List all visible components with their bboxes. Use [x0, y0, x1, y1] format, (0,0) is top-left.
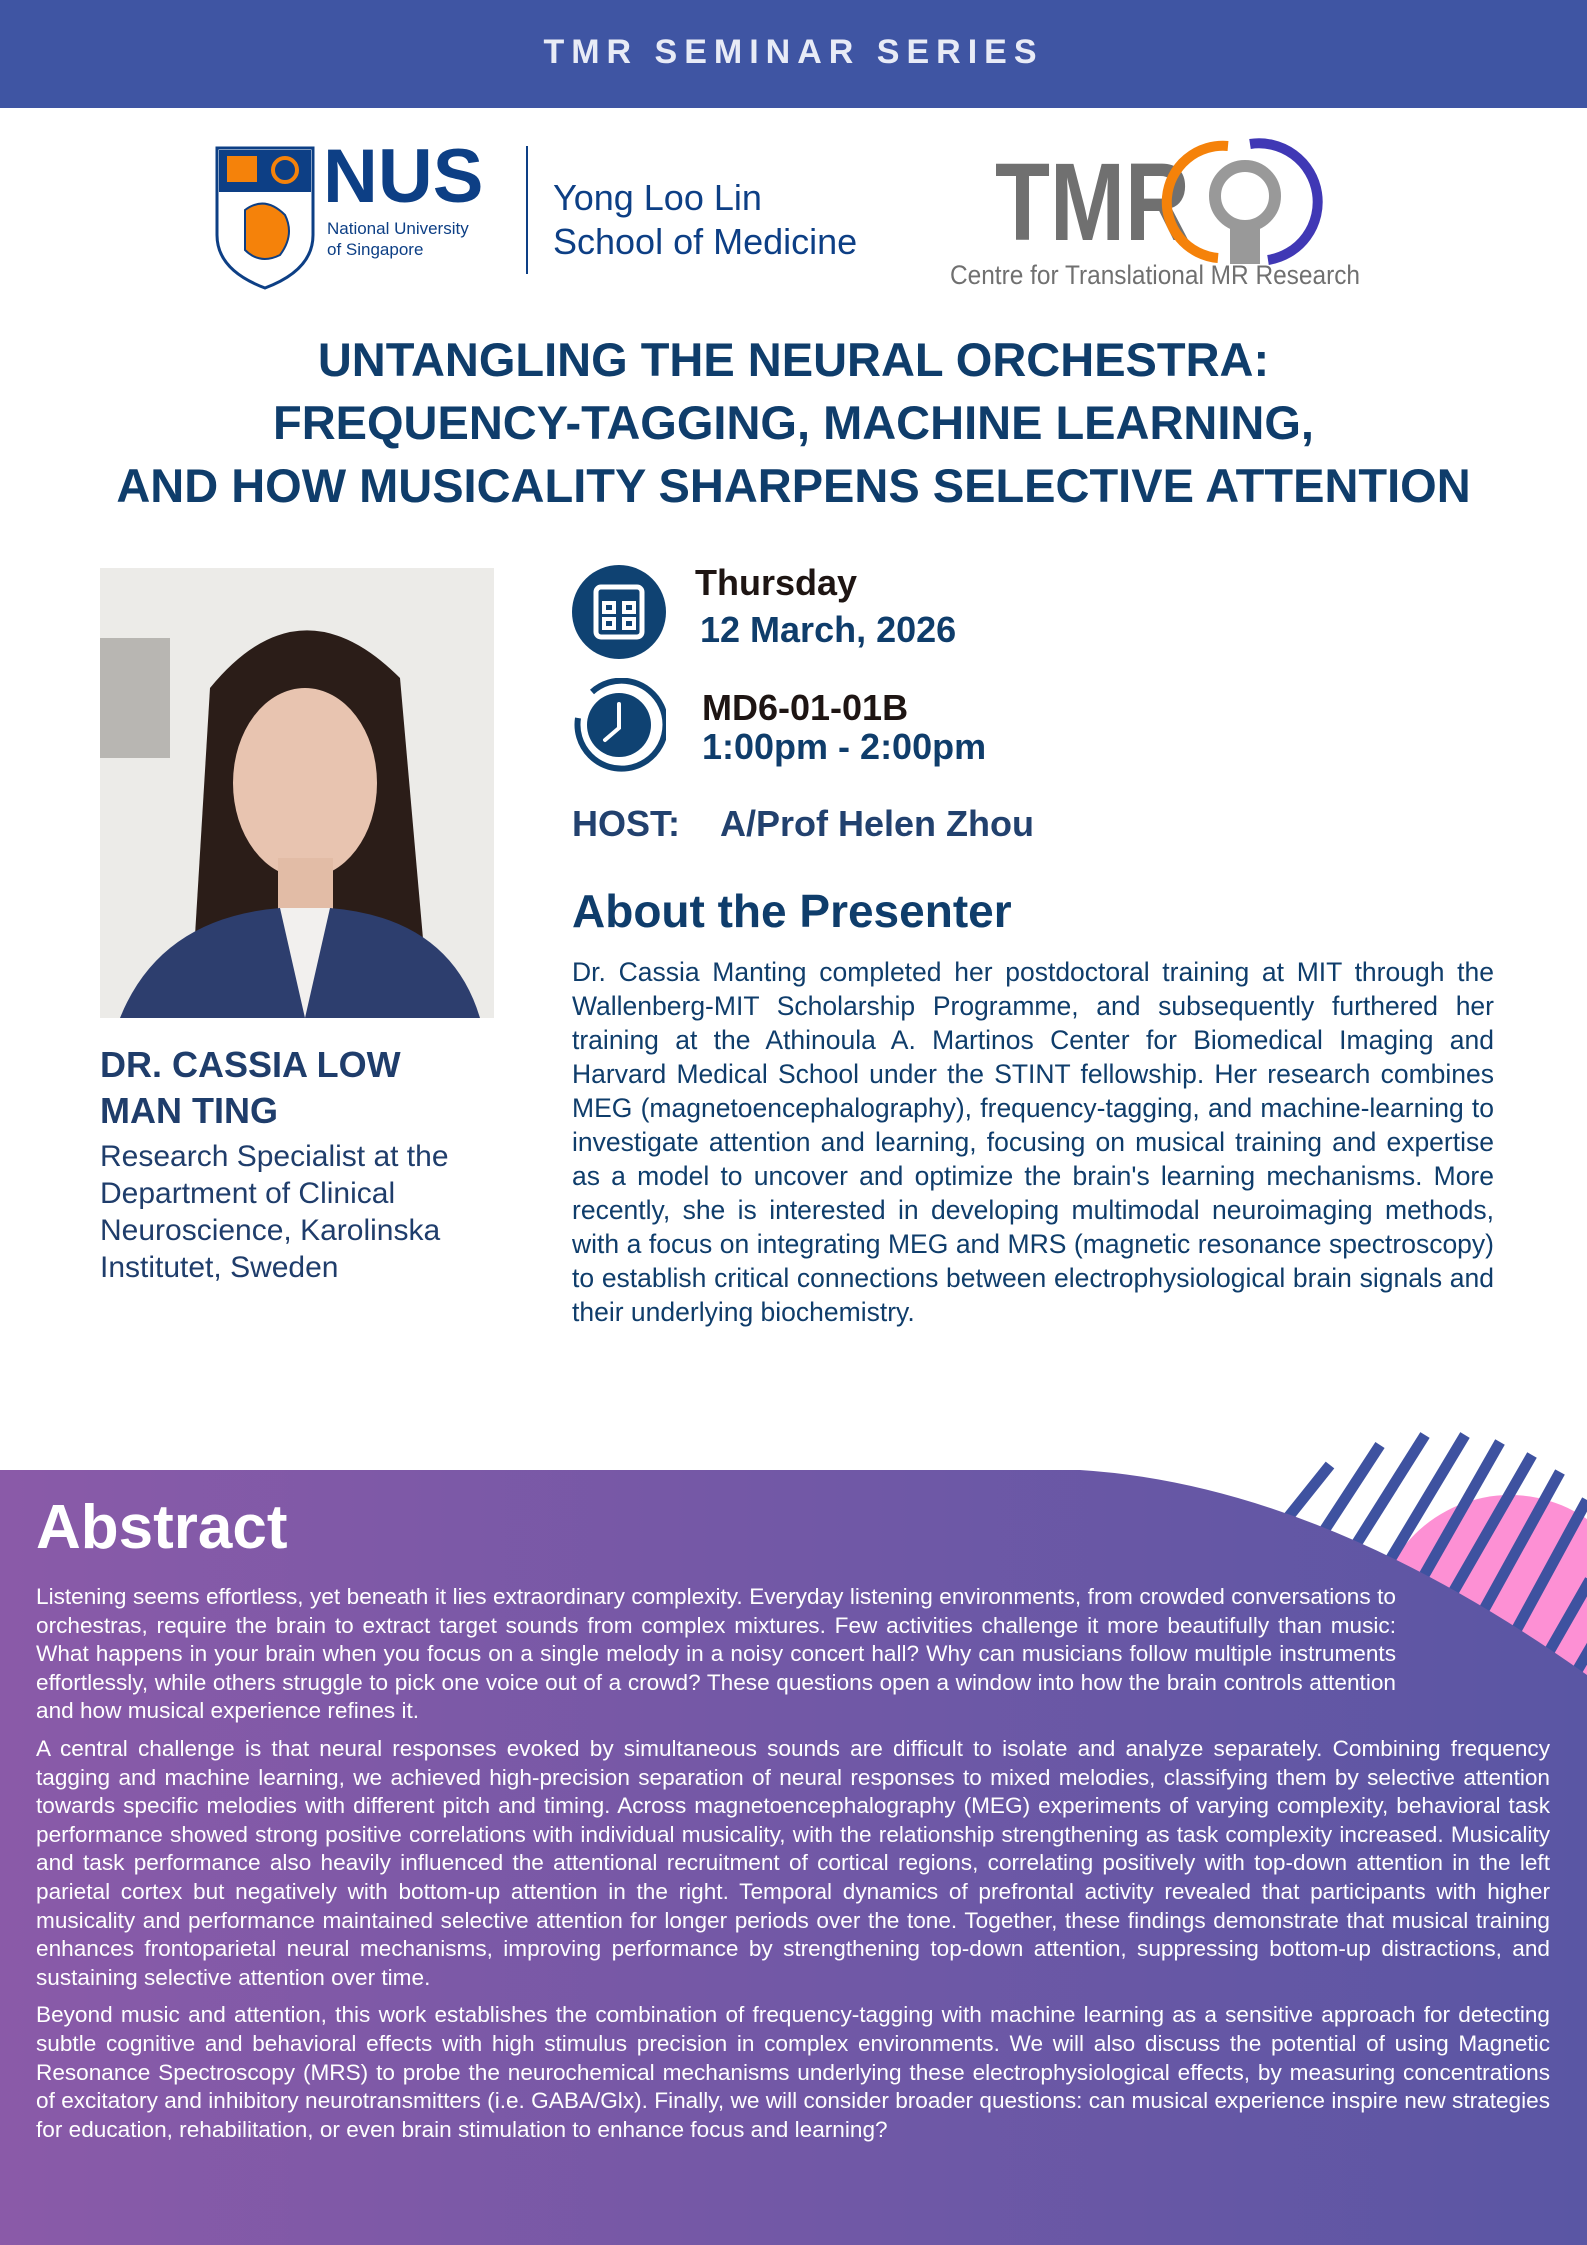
abstract-paragraph: Listening seems effortless, yet beneath it lies extraordinary complexity. Everyday listening environments, from crowded conversations to orchestras, require the brain to extract target sounds from complex mixtures. Few activities challenge it more beautifully than music: What happens in your brain when you focus on a single melody in a noisy concert hall? Why can musicians follow multiple instruments effortlessly, while others struggle to pick one voice out of a crowd? These questions open a window into how the brain controls attention and how musical experience refines it.: [36, 1584, 1396, 1724]
title-line: AND HOW MUSICALITY SHARPENS SELECTIVE ATTENTION: [116, 459, 1471, 512]
host-label: HOST:: [572, 803, 680, 844]
presenter-role: Research Specialist at the Department of Clinical Neuroscience, Karolinska Institutet, Sweden: [100, 1140, 449, 1284]
abstract-heading: Abstract: [36, 1493, 288, 1562]
svg-text:Yong Loo Lin: Yong Loo Lin: [553, 177, 762, 218]
presenter-name-line: MAN TING: [100, 1090, 278, 1131]
presenter-photo: [100, 568, 494, 1018]
seminar-title: [0, 328, 1587, 517]
about-heading: About the Presenter: [572, 885, 1012, 937]
series-banner: TMR SEMINAR SERIES: [0, 0, 1587, 108]
svg-text:School of Medicine: School of Medicine: [553, 221, 858, 262]
event-location: MD6-01-01B: [702, 687, 909, 728]
tmr-logo: [950, 138, 1370, 298]
abstract-paragraph: Beyond music and attention, this work establishes the combination of frequency-tagging with machine learning as a sensitive approach for detecting subtle cognitive and behavioral effects with high stimulus precision in complex environments. We will also discuss the potential of using Magnetic Resonance Spectroscopy (MRS) to probe the neurochemical mechanisms underlying these electrophysiological effects, by measuring concentrations of excitatory and inhibitory neurotransmitters (i.e. GABA/Glx). Finally, we will consider broader questions: can musical experience inspire new strategies for education, rehabilitation, or even brain stimulation to enhance focus and learning?: [36, 2002, 1550, 2142]
svg-text:of Singapore: of Singapore: [327, 240, 424, 259]
event-time: 1:00pm - 2:00pm: [702, 726, 987, 767]
host-name: A/Prof Helen Zhou: [720, 803, 1034, 844]
nus-medicine-logo: [215, 140, 895, 290]
clock-icon: [572, 678, 666, 772]
event-host: [572, 803, 1034, 845]
presenter-name-line: DR. CASSIA LOW: [100, 1044, 401, 1085]
abstract-paragraph: A central challenge is that neural responses evoked by simultaneous sounds are difficult to isolate and analyze separately. Combining frequency tagging and machine learning, we achieved high-precision separation of neural responses to mixed melodies, classifying them by selective attention towards specific melodies with different pitch and timing. Across magnetoencephalography (MEG) experiments of varying complexity, behavioral task performance showed strong positive correlations with individual musicality, with the relationship strengthening as task complexity increased. Musicality and task performance also heavily influenced the attentional recruitment of cortical regions, correlating positively with top-down attention in the left parietal cortex but negatively with bottom-up attention in the right. Temporal dynamics of prefrontal activity revealed that participants with higher musicality and performance maintained selective attention for longer periods over the tone. Together, these findings demonstrate that musical training enhances frontoparietal neural mechanisms, improving performance by strengthening top-down attention, suppressing bottom-up distractions, and sustaining selective attention over time.: [36, 1735, 1550, 1990]
title-line: FREQUENCY-TAGGING, MACHINE LEARNING,: [273, 396, 1314, 449]
abstract-body: [36, 1583, 1550, 2153]
svg-text:NUS: NUS: [323, 140, 484, 219]
about-text: Dr. Cassia Manting completed her postdoctoral training at MIT through the Wallenberg-MIT Scholarship Programme, and subsequently furthered her training at the Athinoula A. Martinos Center for Biomedical Imaging and Harvard Medical School under the STINT fellowship. Her research combines MEG (magnetoencephalography), frequency-tagging, and machine-learning to investigate attention and learning, focusing on musical training and expertise as a model to uncover and optimize the brain's learning mechanisms. More recently, she is interested in developing multimodal neuroimaging methods, with a focus on integrating MEG and MRS (magnetic resonance spectroscopy) to establish critical connections between electrophysiological brain signals and their underlying biochemistry.: [572, 957, 1494, 1327]
event-day: Thursday: [695, 562, 858, 603]
svg-text:Centre for Translational MR Re: Centre for Translational MR Research: [950, 260, 1360, 290]
event-date: 12 March, 2026: [700, 609, 957, 650]
calendar-icon: [572, 565, 666, 659]
title-line: UNTANGLING THE NEURAL ORCHESTRA:: [317, 333, 1270, 386]
svg-text:National University: National University: [327, 219, 469, 238]
presenter-name: [100, 1042, 530, 1134]
svg-text:TMR: TMR: [995, 141, 1190, 264]
